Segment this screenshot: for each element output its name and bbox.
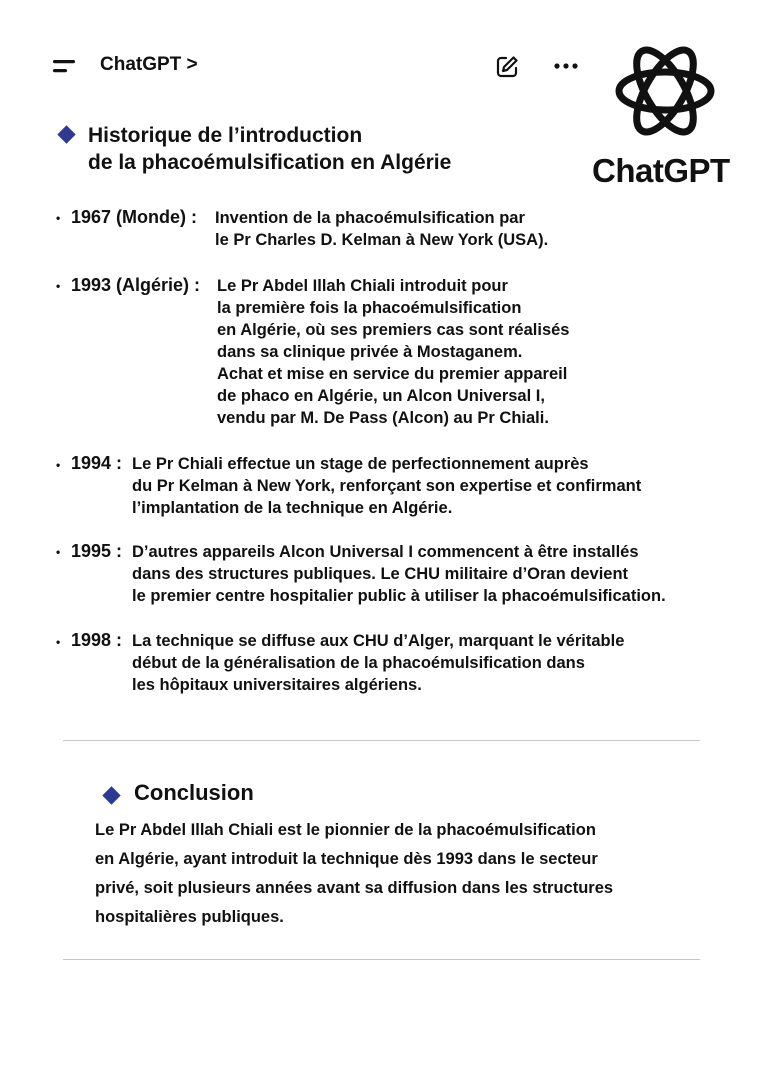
openai-logo-icon <box>610 36 720 146</box>
divider <box>63 959 700 960</box>
timeline-line: D’autres appareils Alcon Universal I commencent à être installés <box>132 543 639 561</box>
timeline-text <box>132 630 624 696</box>
bullet-icon: • <box>56 545 61 559</box>
bullet-icon: • <box>56 279 61 293</box>
timeline-text <box>132 541 666 607</box>
timeline-line: La technique se diffuse aux CHU d’Alger, marquant le véritable <box>132 632 625 650</box>
timeline-line: Le Pr Chiali effectue un stage de perfectionnement auprès <box>132 455 589 473</box>
conclusion-line: Le Pr Abdel Illah Chiali est le pionnier de la phacoémulsification <box>95 821 596 839</box>
timeline-line: Achat et mise en service du premier appareil <box>217 365 568 383</box>
conclusion-title: Conclusion <box>134 780 254 805</box>
timeline-label: 1995 : <box>71 541 123 561</box>
timeline-text <box>217 275 569 429</box>
timeline-text <box>215 207 548 251</box>
conclusion-line: hospitalières publiques. <box>95 908 284 926</box>
timeline-line: en Algérie, où ses premiers cas sont réalisés <box>217 321 570 339</box>
timeline-line: la première fois la phacoémulsification <box>217 299 522 317</box>
timeline-line: du Pr Kelman à New York, renforçant son expertise et confirmant <box>132 477 642 495</box>
timeline-line: Le Pr Abdel Illah Chiali introduit pour <box>217 277 508 295</box>
timeline-text <box>132 453 641 519</box>
conclusion-line: en Algérie, ayant introduit la technique dès 1993 dans le secteur <box>95 850 598 868</box>
section-title-line: de la phacoémulsification en Algérie <box>88 151 452 174</box>
timeline-line: l’implantation de la technique en Algérie. <box>132 499 453 517</box>
timeline-line: dans des structures publiques. Le CHU militaire d’Oran devient <box>132 565 629 583</box>
brand-wordmark: ChatGPT <box>592 152 730 189</box>
timeline-line: Invention de la phacoémulsification par <box>215 209 525 227</box>
heading-diamond-icon <box>57 125 75 143</box>
timeline-line: les hôpitaux universitaires algériens. <box>132 676 422 694</box>
bullet-icon: • <box>56 635 61 649</box>
edit-icon[interactable] <box>494 54 520 80</box>
section-title <box>88 122 451 176</box>
timeline-label: 1994 : <box>71 453 123 473</box>
chat-title-button[interactable]: ChatGPT > <box>100 54 198 75</box>
timeline-line: le premier centre hospitalier public à utiliser la phacoémulsification. <box>132 587 666 605</box>
conclusion-diamond-icon <box>102 786 120 804</box>
timeline-line: dans sa clinique privée à Mostaganem. <box>217 343 523 361</box>
section-title-line: Historique de l’introduction <box>88 124 363 147</box>
bullet-icon: • <box>56 458 61 472</box>
conclusion-line: privé, soit plusieurs années avant sa diffusion dans les structures <box>95 879 614 897</box>
timeline-line: début de la généralisation de la phacoémulsification dans <box>132 654 585 672</box>
timeline-label: 1993 (Algérie) : <box>71 275 201 295</box>
timeline-label: 1967 (Monde) : <box>71 207 198 227</box>
divider <box>63 740 700 741</box>
timeline-label: 1998 : <box>71 630 123 650</box>
more-icon[interactable] <box>553 58 579 74</box>
conclusion-text <box>95 816 695 932</box>
timeline-line: de phaco en Algérie, un Alcon Universal I, <box>217 387 545 405</box>
timeline-line: vendu par M. De Pass (Alcon) au Pr Chiali. <box>217 409 549 427</box>
menu-icon[interactable] <box>52 58 76 76</box>
timeline-line: le Pr Charles D. Kelman à New York (USA). <box>215 231 549 249</box>
bullet-icon: • <box>56 211 61 225</box>
